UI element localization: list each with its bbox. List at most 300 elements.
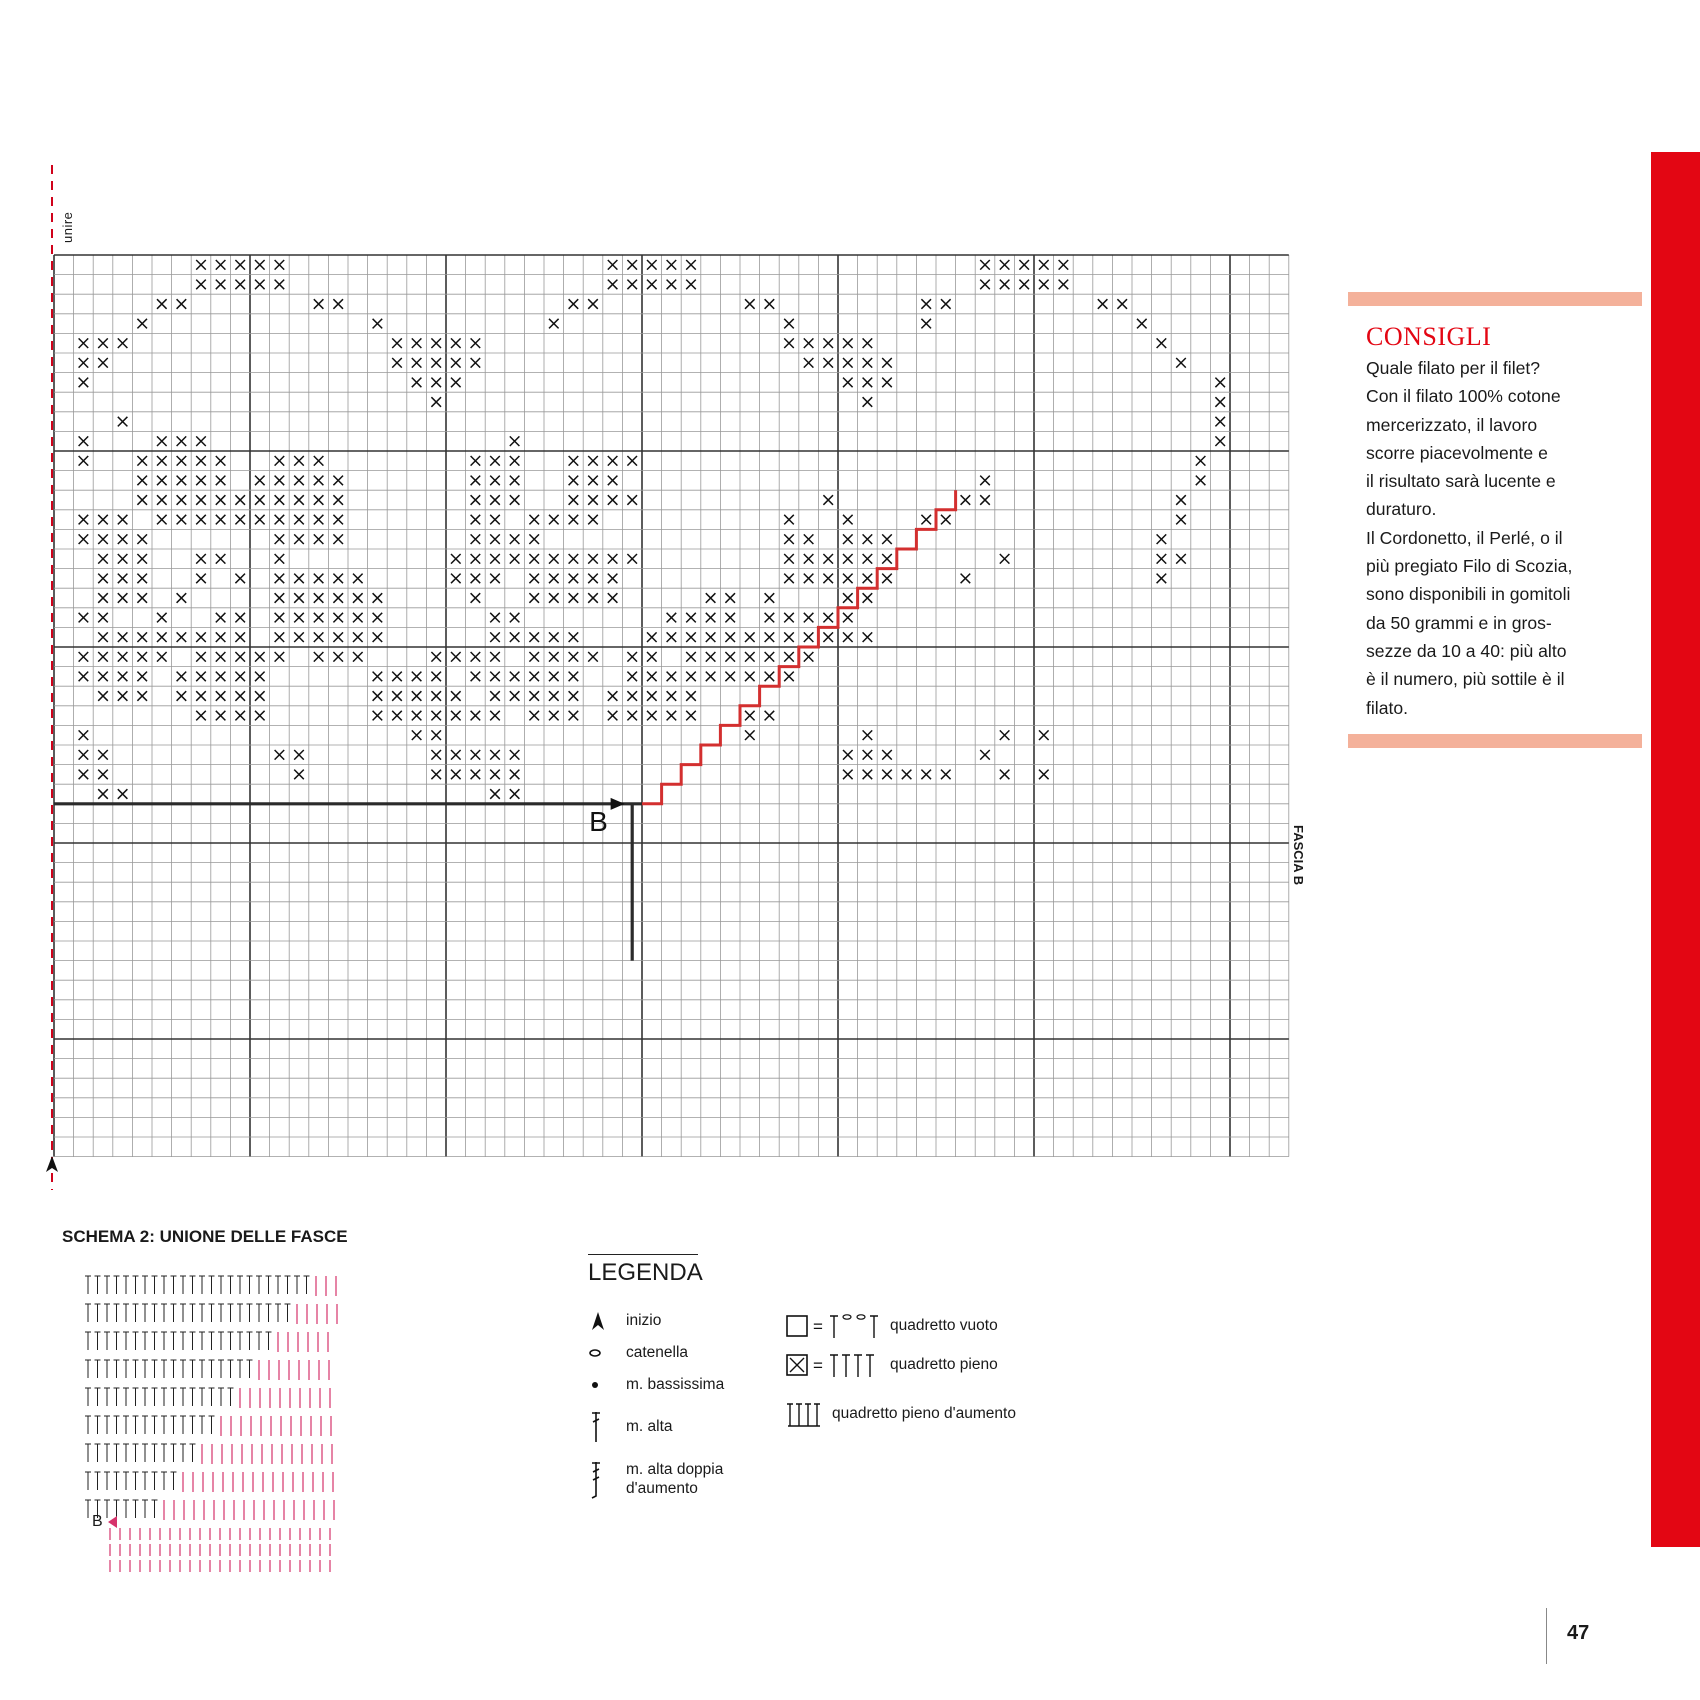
filled-square-mark — [98, 770, 108, 780]
filled-square-mark — [608, 574, 618, 584]
filled-square-mark — [686, 280, 696, 290]
filled-square-mark — [314, 613, 324, 623]
filled-square-mark — [196, 574, 206, 584]
filled-square-mark — [529, 672, 539, 682]
filled-square-mark — [333, 593, 343, 603]
stitch-mark — [199, 1276, 205, 1294]
filled-square-mark — [216, 711, 226, 721]
stitch-mark — [152, 1304, 158, 1322]
filled-square-mark — [275, 280, 285, 290]
stitch-mark — [95, 1388, 101, 1406]
stitch-mark — [133, 1360, 139, 1378]
filled-square-mark — [451, 750, 461, 760]
filled-square-mark — [569, 299, 579, 309]
stitch-mark — [95, 1304, 101, 1322]
filled-square-mark — [510, 789, 520, 799]
filled-square-mark — [843, 378, 853, 388]
filled-square-mark — [863, 378, 873, 388]
stitch-mark — [247, 1304, 253, 1322]
stitch-mark — [247, 1332, 253, 1350]
filled-square-mark — [745, 711, 755, 721]
filled-square-mark — [921, 319, 931, 329]
b-marker: B — [589, 806, 608, 838]
stitch-mark — [152, 1500, 158, 1518]
filled-square-mark — [177, 672, 187, 682]
filled-square-mark — [137, 632, 147, 642]
filled-square-mark — [549, 632, 559, 642]
filled-square-mark — [137, 319, 147, 329]
increase-block-icon — [786, 1400, 824, 1428]
filled-square-mark — [490, 750, 500, 760]
filled-square-mark — [118, 652, 128, 662]
filled-square-mark — [549, 574, 559, 584]
stitch-mark — [209, 1332, 215, 1350]
filled-square-mark — [79, 534, 89, 544]
filled-square-mark — [804, 358, 814, 368]
filled-square-mark — [275, 632, 285, 642]
filled-square-mark — [157, 632, 167, 642]
filled-square-mark — [863, 574, 873, 584]
filled-square-mark — [471, 593, 481, 603]
filled-square-mark — [569, 672, 579, 682]
stitch-mark — [104, 1276, 110, 1294]
filled-square-mark — [216, 672, 226, 682]
filled-square-mark — [529, 554, 539, 564]
filled-square-mark — [275, 495, 285, 505]
filled-square-mark — [804, 632, 814, 642]
filled-square-mark — [373, 711, 383, 721]
filled-square-mark — [980, 750, 990, 760]
filled-square-mark — [843, 593, 853, 603]
filled-square-mark — [1137, 319, 1147, 329]
filled-square-mark — [784, 338, 794, 348]
stitch-mark — [171, 1444, 177, 1462]
filled-square-mark — [294, 495, 304, 505]
filled-square-mark — [275, 613, 285, 623]
filled-square-mark — [784, 534, 794, 544]
filled-square-mark — [431, 397, 441, 407]
filled-square-mark — [118, 554, 128, 564]
filled-square-mark — [137, 456, 147, 466]
filled-square-mark — [373, 672, 383, 682]
stitch-mark — [199, 1304, 205, 1322]
filled-square-mark — [941, 770, 951, 780]
filled-square-mark — [667, 260, 677, 270]
consigli-top-bar — [1348, 292, 1642, 306]
filled-square-mark — [235, 613, 245, 623]
filled-square-mark — [216, 280, 226, 290]
filled-square-mark — [882, 770, 892, 780]
filled-square-mark — [216, 515, 226, 525]
filled-square-mark — [196, 456, 206, 466]
filled-square-mark — [529, 711, 539, 721]
filled-square-mark — [569, 593, 579, 603]
filled-square-mark — [333, 534, 343, 544]
filled-square-mark — [490, 691, 500, 701]
filled-square-mark — [79, 338, 89, 348]
filled-square-mark — [745, 652, 755, 662]
filled-square-mark — [569, 691, 579, 701]
filled-square-mark — [118, 534, 128, 544]
filled-square-mark — [588, 652, 598, 662]
filled-square-mark — [667, 280, 677, 290]
filled-square-mark — [98, 358, 108, 368]
filled-square-mark — [667, 632, 677, 642]
filled-square-mark — [196, 280, 206, 290]
filled-square-mark — [79, 436, 89, 446]
stitch-mark — [95, 1444, 101, 1462]
page-number: 47 — [1567, 1622, 1590, 1644]
filled-square-mark — [392, 358, 402, 368]
filled-square-mark — [667, 613, 677, 623]
filled-square-mark — [294, 632, 304, 642]
filled-square-mark — [529, 593, 539, 603]
consigli-line: sono disponibili in gomitoli — [1366, 584, 1571, 605]
filled-square-mark — [627, 691, 637, 701]
stitch-mark — [161, 1388, 167, 1406]
stitch-mark — [209, 1416, 215, 1434]
consigli-bottom-bar — [1348, 734, 1642, 748]
stitch-mark — [161, 1276, 167, 1294]
filled-square-mark — [431, 730, 441, 740]
filled-square-mark — [314, 593, 324, 603]
filled-square-mark — [314, 574, 324, 584]
legend-alta-label: m. alta — [626, 1418, 673, 1435]
filled-square-mark — [863, 730, 873, 740]
stitch-mark — [161, 1332, 167, 1350]
consigli-line: duraturo. — [1366, 499, 1437, 520]
filled-square-mark — [843, 338, 853, 348]
stitch-mark — [266, 1304, 272, 1322]
stitch-mark — [256, 1332, 262, 1350]
filled-square-mark — [98, 338, 108, 348]
stitch-mark — [123, 1444, 129, 1462]
filled-square-mark — [137, 691, 147, 701]
filled-square-mark — [823, 632, 833, 642]
filled-square-mark — [451, 554, 461, 564]
stitch-mark — [142, 1332, 148, 1350]
stitch-mark — [95, 1472, 101, 1490]
filled-square-mark — [177, 691, 187, 701]
filled-square-mark — [471, 652, 481, 662]
stitch-mark — [133, 1276, 139, 1294]
legend-inizio — [588, 1310, 661, 1332]
filled-square-mark — [451, 652, 461, 662]
legend-alta-doppia — [588, 1460, 723, 1500]
filled-square-mark — [275, 574, 285, 584]
stitch-mark — [190, 1360, 196, 1378]
fascia-b-label: FASCIA B — [1291, 825, 1306, 886]
filled-square-mark — [451, 711, 461, 721]
filled-square-mark — [137, 574, 147, 584]
filled-square-mark — [627, 456, 637, 466]
legend-pieno-aumento-label: quadretto pieno d'aumento — [832, 1405, 1016, 1422]
filled-square-mark — [137, 672, 147, 682]
legend-alta-doppia-label — [626, 1460, 723, 1498]
filled-square-mark — [706, 672, 716, 682]
filled-square-mark — [843, 613, 853, 623]
stitch-mark — [152, 1332, 158, 1350]
filled-square-mark — [608, 456, 618, 466]
filled-square-mark — [255, 280, 265, 290]
stitch-mark — [161, 1416, 167, 1434]
filled-square-mark — [1157, 554, 1167, 564]
filled-square-mark — [98, 515, 108, 525]
legend-alta-doppia-line2: d'aumento — [626, 1480, 698, 1497]
filled-square-mark — [333, 613, 343, 623]
filled-square-mark — [1215, 436, 1225, 446]
stitch-mark — [256, 1276, 262, 1294]
unire-label: unire — [60, 211, 75, 243]
legenda — [588, 1254, 1108, 1514]
filled-square-mark — [1215, 397, 1225, 407]
stitch-mark — [104, 1500, 110, 1518]
filled-square-mark — [275, 593, 285, 603]
filled-square-mark — [294, 574, 304, 584]
filled-square-mark — [79, 672, 89, 682]
filled-square-mark — [118, 515, 128, 525]
filled-square-mark — [275, 652, 285, 662]
filled-square-mark — [647, 260, 657, 270]
filled-square-mark — [118, 338, 128, 348]
filled-square-mark — [177, 456, 187, 466]
filled-square-mark — [412, 358, 422, 368]
filled-square-mark — [157, 515, 167, 525]
filled-square-mark — [1039, 730, 1049, 740]
stitch-mark — [142, 1444, 148, 1462]
filled-square-mark — [863, 338, 873, 348]
filled-square-mark — [196, 495, 206, 505]
stitch-mark — [152, 1416, 158, 1434]
filled-square-mark — [314, 299, 324, 309]
filled-square-mark — [471, 534, 481, 544]
filled-square-mark — [529, 632, 539, 642]
filled-square-mark — [784, 632, 794, 642]
filled-square-mark — [353, 574, 363, 584]
filled-square-mark — [529, 652, 539, 662]
filled-square-mark — [353, 632, 363, 642]
stitch-mark — [171, 1332, 177, 1350]
filled-square-mark — [1196, 476, 1206, 486]
filled-square-mark — [608, 476, 618, 486]
filled-square-mark — [294, 750, 304, 760]
filled-square-mark — [137, 495, 147, 505]
filled-square-icon — [786, 1351, 882, 1379]
filled-square-mark — [804, 554, 814, 564]
legend-vuoto-label: quadretto vuoto — [890, 1317, 998, 1334]
stitch-mark — [190, 1444, 196, 1462]
filled-square-mark — [79, 652, 89, 662]
filled-square-mark — [1000, 280, 1010, 290]
filled-square-mark — [1000, 770, 1010, 780]
filled-square-mark — [137, 652, 147, 662]
filled-square-mark — [294, 456, 304, 466]
filled-square-mark — [823, 338, 833, 348]
stitch-mark — [275, 1276, 281, 1294]
filled-square-mark — [255, 476, 265, 486]
filled-square-mark — [647, 691, 657, 701]
filled-square-mark — [98, 613, 108, 623]
stitch-mark — [228, 1332, 234, 1350]
stitch-mark — [85, 1444, 91, 1462]
filled-square-mark — [765, 672, 775, 682]
filled-square-mark — [588, 593, 598, 603]
filled-square-mark — [157, 476, 167, 486]
filled-square-mark — [314, 534, 324, 544]
stitch-mark — [104, 1304, 110, 1322]
filled-square-mark — [431, 358, 441, 368]
filled-square-mark — [490, 789, 500, 799]
filled-square-mark — [1157, 534, 1167, 544]
filled-square-mark — [1176, 358, 1186, 368]
filled-square-mark — [1117, 299, 1127, 309]
legend-pieno-label: quadretto pieno — [890, 1356, 998, 1373]
filled-square-mark — [118, 691, 128, 701]
filled-square-mark — [177, 632, 187, 642]
filled-square-mark — [667, 711, 677, 721]
filled-square-mark — [1176, 554, 1186, 564]
stitch-mark — [161, 1304, 167, 1322]
filled-square-mark — [451, 358, 461, 368]
filled-square-mark — [235, 632, 245, 642]
legend-equals-pieno: = — [813, 1356, 823, 1375]
page-number-divider — [1546, 1608, 1547, 1664]
filled-square-mark — [569, 632, 579, 642]
filled-square-mark — [118, 574, 128, 584]
filled-square-mark — [196, 711, 206, 721]
filled-square-mark — [725, 672, 735, 682]
filled-square-mark — [725, 652, 735, 662]
filled-square-mark — [373, 319, 383, 329]
filled-square-mark — [216, 632, 226, 642]
stitch-mark — [266, 1332, 272, 1350]
filled-square-mark — [196, 476, 206, 486]
filled-square-mark — [980, 280, 990, 290]
filled-square-mark — [235, 672, 245, 682]
dot-icon — [588, 1374, 612, 1396]
filled-square-mark — [98, 750, 108, 760]
stitch-mark — [104, 1472, 110, 1490]
filled-square-mark — [608, 280, 618, 290]
stitch-mark — [152, 1472, 158, 1490]
filled-square-mark — [490, 476, 500, 486]
filled-square-mark — [627, 280, 637, 290]
filled-square-mark — [608, 711, 618, 721]
filled-square-mark — [588, 299, 598, 309]
filled-square-mark — [745, 672, 755, 682]
filled-square-mark — [784, 554, 794, 564]
filled-square-mark — [549, 319, 559, 329]
filled-square-mark — [392, 672, 402, 682]
filled-square-mark — [471, 358, 481, 368]
stitch-mark — [123, 1500, 129, 1518]
filled-square-mark — [353, 593, 363, 603]
filled-square-mark — [569, 515, 579, 525]
filled-square-mark — [490, 770, 500, 780]
filled-square-mark — [588, 456, 598, 466]
filled-square-mark — [98, 789, 108, 799]
filled-square-mark — [667, 672, 677, 682]
filled-square-mark — [392, 691, 402, 701]
filled-square-mark — [412, 672, 422, 682]
filled-square-mark — [98, 554, 108, 564]
filled-square-mark — [784, 613, 794, 623]
filled-square-mark — [1000, 260, 1010, 270]
filled-square-mark — [863, 554, 873, 564]
filled-square-mark — [471, 476, 481, 486]
filled-square-mark — [294, 534, 304, 544]
filled-square-mark — [79, 515, 89, 525]
stitch-mark — [171, 1304, 177, 1322]
filled-square-mark — [608, 593, 618, 603]
stitch-mark — [142, 1388, 148, 1406]
stitch-mark — [114, 1472, 120, 1490]
legend-equals-vuoto: = — [813, 1317, 823, 1336]
filled-square-mark — [863, 770, 873, 780]
filled-square-mark — [79, 730, 89, 740]
filled-square-mark — [765, 613, 775, 623]
filled-square-mark — [157, 495, 167, 505]
filled-square-mark — [333, 476, 343, 486]
filled-square-mark — [471, 515, 481, 525]
stitch-mark — [228, 1276, 234, 1294]
filled-square-mark — [275, 515, 285, 525]
filled-square-mark — [196, 652, 206, 662]
legend-catenella-label: catenella — [626, 1344, 689, 1361]
filled-square-mark — [961, 574, 971, 584]
filled-square-mark — [843, 515, 853, 525]
filled-square-mark — [510, 554, 520, 564]
filled-square-mark — [177, 593, 187, 603]
filled-square-mark — [569, 456, 579, 466]
filled-square-mark — [510, 672, 520, 682]
filled-square-mark — [843, 534, 853, 544]
consigli-body — [1366, 354, 1634, 722]
stitch-mark — [95, 1332, 101, 1350]
filled-square-mark — [1215, 378, 1225, 388]
filled-square-mark — [490, 632, 500, 642]
stitch-mark — [171, 1388, 177, 1406]
stitch-mark — [142, 1500, 148, 1518]
filled-square-mark — [275, 554, 285, 564]
legend-quadretto-pieno-aumento — [786, 1400, 1016, 1428]
filled-square-mark — [1000, 554, 1010, 564]
legend-quadretto-vuoto — [786, 1312, 998, 1340]
filled-square-mark — [471, 770, 481, 780]
filled-square-mark — [804, 613, 814, 623]
stitch-mark — [95, 1416, 101, 1434]
stitch-mark — [285, 1276, 291, 1294]
filled-square-mark — [549, 515, 559, 525]
filled-square-mark — [490, 672, 500, 682]
stitch-mark — [237, 1276, 243, 1294]
filled-square-mark — [235, 495, 245, 505]
legend-alta — [588, 1410, 673, 1444]
filled-square-mark — [471, 750, 481, 760]
filled-square-mark — [863, 358, 873, 368]
filled-square-mark — [745, 730, 755, 740]
filled-square-mark — [1215, 417, 1225, 427]
filled-square-mark — [177, 299, 187, 309]
filled-square-mark — [647, 711, 657, 721]
stitch-mark — [114, 1304, 120, 1322]
stitch-mark — [114, 1388, 120, 1406]
filled-square-mark — [549, 554, 559, 564]
filled-square-mark — [608, 260, 618, 270]
stitch-mark — [133, 1388, 139, 1406]
filled-square-mark — [647, 632, 657, 642]
consigli-line: più pregiato Filo di Scozia, — [1366, 556, 1573, 577]
